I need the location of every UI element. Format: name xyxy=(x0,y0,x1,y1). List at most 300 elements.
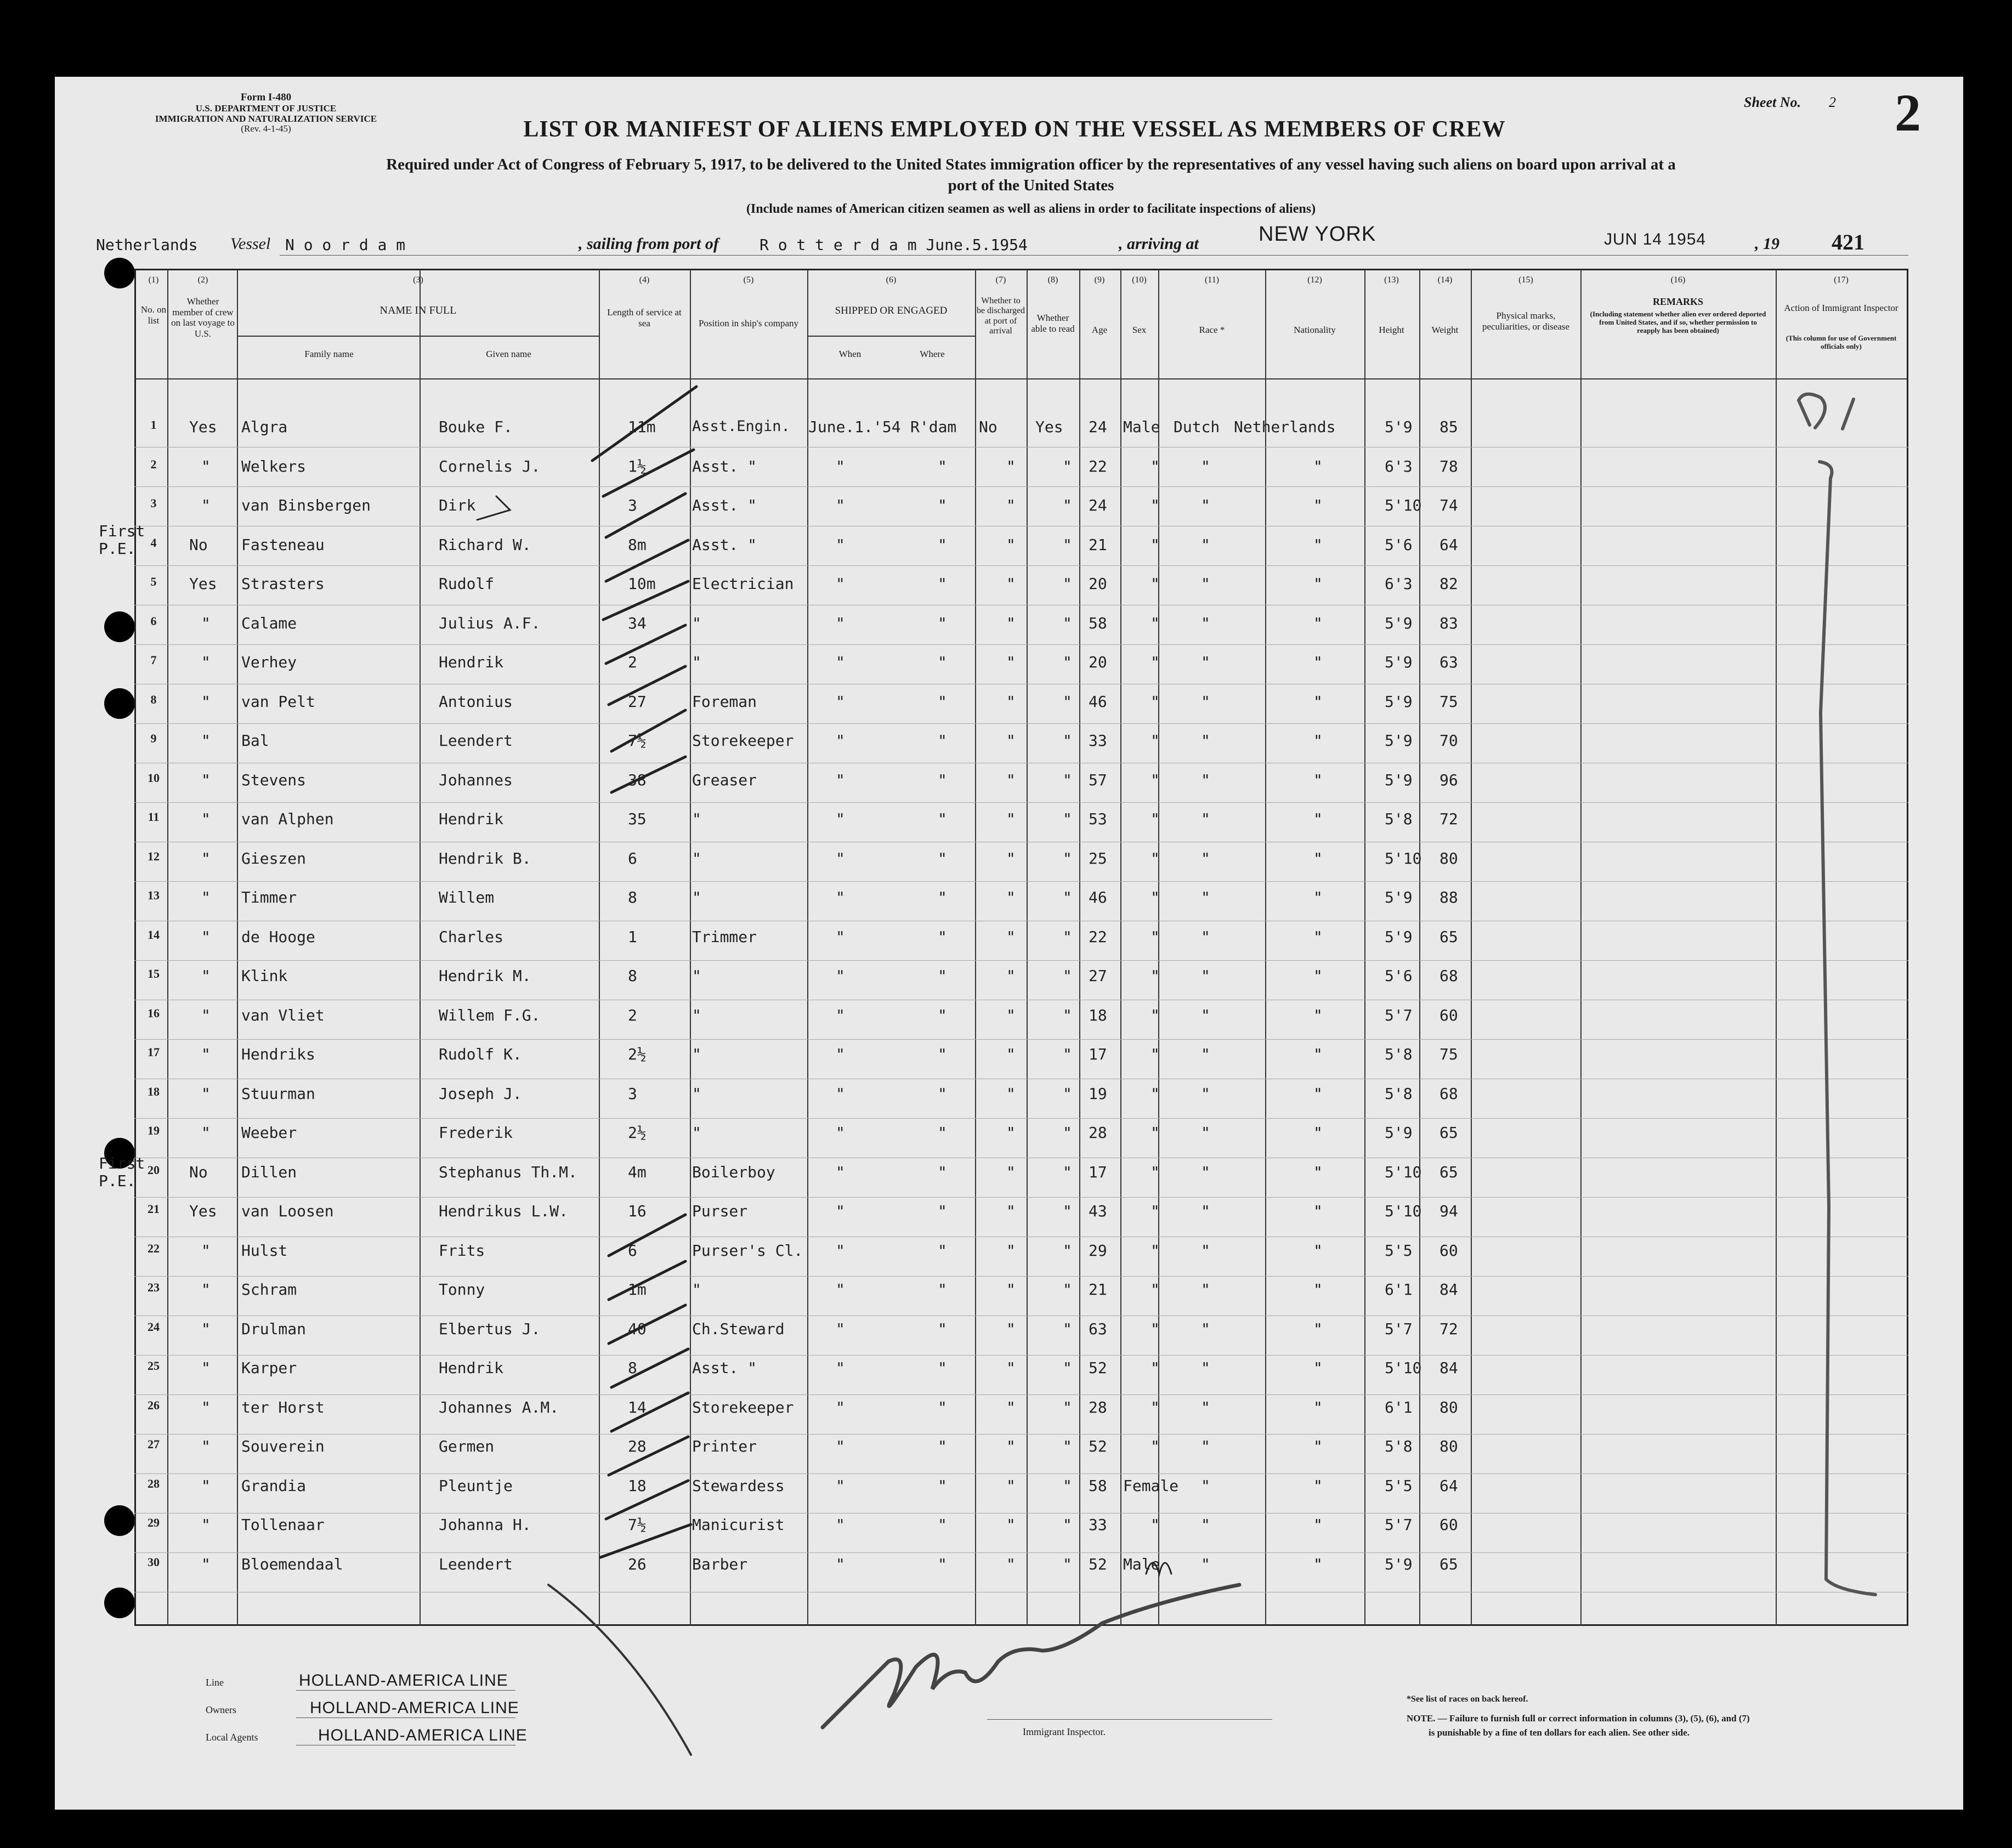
cell-sex: " xyxy=(1150,1280,1160,1299)
col1-header: No. on list xyxy=(140,304,167,326)
cell-shipped-where: " xyxy=(938,457,947,475)
cell-age: 63 xyxy=(1089,1319,1107,1338)
cell-able-to-read: " xyxy=(1063,888,1072,906)
cell-nationality: " xyxy=(1313,1319,1323,1338)
cell-race: " xyxy=(1201,1241,1210,1260)
cell-service-length: 8 xyxy=(628,967,637,985)
cell-race: " xyxy=(1201,614,1210,632)
cell-given-name: Charles xyxy=(439,927,504,946)
cell-family-name: ter Horst xyxy=(241,1398,325,1416)
cell-age: 33 xyxy=(1089,732,1107,750)
cell-row-number: 23 xyxy=(148,1280,160,1294)
cell-shipped-when: " xyxy=(836,1476,845,1495)
tally-stroke xyxy=(603,581,688,620)
cell-sex: " xyxy=(1150,732,1160,750)
cell-shipped-when: June.1.'54 xyxy=(808,418,901,436)
cell-shipped-where: " xyxy=(938,849,947,868)
cell-prior-voyage: " xyxy=(201,1476,211,1495)
cell-race: " xyxy=(1201,1476,1210,1495)
cell-able-to-read: " xyxy=(1063,1516,1072,1534)
cell-shipped-when: " xyxy=(836,1437,845,1455)
cell-shipped-when: " xyxy=(836,535,845,554)
col8-number: (8) xyxy=(1047,275,1058,285)
cell-prior-voyage: " xyxy=(201,1084,211,1103)
cell-given-name: Frederik xyxy=(439,1124,513,1142)
tally-stroke xyxy=(606,540,688,581)
tally-stroke xyxy=(609,1261,685,1300)
col7-header: Whether to be discharged at port of arrival xyxy=(976,296,1025,336)
cell-age: 58 xyxy=(1089,614,1107,632)
cell-weight: 84 xyxy=(1439,1359,1458,1377)
cell-age: 25 xyxy=(1089,849,1107,868)
check-mark xyxy=(477,496,510,520)
tally-stroke xyxy=(592,387,696,461)
subtitle-port: port of the United States xyxy=(948,177,1114,194)
cell-service-length: 2 xyxy=(628,653,637,671)
tally-stroke xyxy=(606,625,685,664)
cell-shipped-when: " xyxy=(836,692,845,711)
cell-weight: 65 xyxy=(1439,1163,1458,1181)
cell-weight: 70 xyxy=(1439,732,1458,750)
cell-position: Barber xyxy=(692,1555,748,1573)
col5-number: (5) xyxy=(743,275,754,285)
cell-age: 24 xyxy=(1089,496,1107,514)
cell-family-name: Tollenaar xyxy=(241,1516,325,1534)
cell-race: " xyxy=(1201,1555,1210,1573)
cell-shipped-when: " xyxy=(836,1359,845,1377)
cell-height: 5'9 xyxy=(1385,927,1413,946)
cell-shipped-when: " xyxy=(836,1241,845,1260)
cell-race: " xyxy=(1201,1006,1210,1024)
inspector-bracket-line xyxy=(1820,462,1875,1595)
cell-shipped-when: " xyxy=(836,1202,845,1220)
cell-position: Manicurist xyxy=(692,1516,785,1534)
col6-number: (6) xyxy=(886,275,897,285)
cell-given-name: Cornelis J. xyxy=(439,457,541,475)
cell-prior-voyage: " xyxy=(201,692,211,711)
cell-height: 5'6 xyxy=(1385,535,1413,554)
cell-discharged: " xyxy=(1006,1280,1016,1299)
cell-weight: 75 xyxy=(1439,1045,1458,1063)
cell-sex: " xyxy=(1150,692,1160,711)
cell-weight: 80 xyxy=(1439,1437,1458,1455)
cell-discharged: " xyxy=(1006,1555,1016,1573)
cell-given-name: Dirk xyxy=(439,496,476,514)
cell-height: 5'10 xyxy=(1385,496,1422,514)
cell-prior-voyage: " xyxy=(201,1006,211,1024)
cell-discharged: " xyxy=(1006,496,1016,514)
cell-nationality: " xyxy=(1313,1555,1323,1573)
cell-shipped-when: " xyxy=(836,575,845,593)
vessel-flag: Netherlands xyxy=(96,236,198,254)
cell-race: " xyxy=(1201,1163,1210,1181)
col6-where-header: Where xyxy=(920,349,945,359)
tally-stroke xyxy=(603,450,694,496)
cell-sex: " xyxy=(1150,1437,1160,1455)
cell-height: 5'9 xyxy=(1385,1124,1413,1142)
cell-shipped-when: " xyxy=(836,1084,845,1103)
cell-height: 5'9 xyxy=(1385,732,1413,750)
cell-nationality: " xyxy=(1313,888,1323,906)
cell-prior-voyage: " xyxy=(201,1124,211,1142)
cell-prior-voyage: Yes xyxy=(189,1202,217,1220)
cell-height: 5'10 xyxy=(1385,1163,1422,1181)
cell-race: " xyxy=(1201,496,1210,514)
cell-discharged: " xyxy=(1006,1241,1016,1260)
col7-number: (7) xyxy=(995,275,1006,285)
cell-row-number: 4 xyxy=(150,535,157,549)
cell-row-number: 9 xyxy=(150,732,157,745)
cell-shipped-when: " xyxy=(836,1516,845,1534)
cell-given-name: Elbertus J. xyxy=(439,1319,541,1338)
cell-prior-voyage: " xyxy=(201,1280,211,1299)
cell-family-name: van Loosen xyxy=(241,1202,334,1220)
cell-family-name: Dillen xyxy=(241,1163,297,1181)
cell-row-number: 11 xyxy=(148,810,160,824)
cell-shipped-where: " xyxy=(938,614,947,632)
immigrant-inspector-label: Immigrant Inspector. xyxy=(1023,1726,1106,1737)
cell-service-length: 2½ xyxy=(628,1045,647,1063)
cell-discharged: " xyxy=(1006,1359,1016,1377)
cell-race: " xyxy=(1201,1359,1210,1377)
arrival-date-stamp: JUN 14 1954 xyxy=(1604,230,1707,248)
sheet-number-large: 2 xyxy=(1895,83,1921,142)
cell-height: 6'1 xyxy=(1385,1280,1413,1299)
cell-shipped-when: " xyxy=(836,1163,845,1181)
cell-service-length: 3 xyxy=(628,496,637,514)
cell-shipped-where: " xyxy=(938,1084,947,1103)
cell-row-number: 1 xyxy=(150,418,157,432)
cell-discharged: " xyxy=(1006,692,1016,711)
cell-discharged: " xyxy=(1006,1006,1016,1024)
cell-height: 5'5 xyxy=(1385,1476,1413,1495)
cell-able-to-read: " xyxy=(1063,614,1072,632)
cell-able-to-read: " xyxy=(1063,927,1072,946)
col12-number: (12) xyxy=(1307,275,1322,285)
cell-position: Ch.Steward xyxy=(692,1319,785,1338)
cell-nationality: " xyxy=(1313,770,1323,789)
cell-shipped-where: " xyxy=(938,535,947,554)
cell-service-length: 6 xyxy=(628,849,637,868)
cell-weight: 84 xyxy=(1439,1280,1458,1299)
cell-race: " xyxy=(1201,770,1210,789)
col9-header: Age xyxy=(1091,325,1108,335)
cell-nationality: " xyxy=(1313,614,1323,632)
cell-row-number: 27 xyxy=(148,1437,160,1451)
cell-weight: 68 xyxy=(1439,1084,1458,1103)
cell-row-number: 19 xyxy=(148,1124,160,1137)
cell-given-name: Hendrik xyxy=(439,1359,504,1377)
cell-discharged: " xyxy=(1006,849,1016,868)
cell-row-number: 8 xyxy=(150,692,157,706)
cell-prior-voyage: " xyxy=(201,849,211,868)
cell-weight: 80 xyxy=(1439,1398,1458,1416)
cell-family-name: de Hooge xyxy=(241,927,315,946)
cell-family-name: Calame xyxy=(241,614,297,632)
col1-number: (1) xyxy=(148,275,159,285)
races-note: *See list of races on back hereof. xyxy=(1407,1694,1528,1704)
cell-height: 6'1 xyxy=(1385,1398,1413,1416)
cell-sex: " xyxy=(1150,1084,1160,1103)
port-from: R o t t e r d a m June.5.1954 xyxy=(760,236,1028,254)
cell-height: 5'8 xyxy=(1385,810,1413,828)
cell-height: 5'10 xyxy=(1385,1359,1422,1377)
cell-height: 5'9 xyxy=(1385,692,1413,711)
cell-family-name: Verhey xyxy=(241,653,297,671)
sheet-number-small: 2 xyxy=(1829,94,1836,110)
tally-stroke xyxy=(611,757,685,792)
cell-sex: " xyxy=(1150,614,1160,632)
cell-age: 17 xyxy=(1089,1163,1107,1181)
col12-header: Nationality xyxy=(1294,325,1336,335)
cell-prior-voyage: " xyxy=(201,1555,211,1573)
cell-weight: 63 xyxy=(1439,653,1458,671)
cell-shipped-where: " xyxy=(938,1516,947,1534)
cell-able-to-read: " xyxy=(1063,1241,1072,1260)
cell-age: 43 xyxy=(1089,1202,1107,1220)
col17-note: (This column for use of Government officials only) xyxy=(1786,334,1897,350)
cell-service-length: 27 xyxy=(628,692,647,711)
cell-shipped-where: " xyxy=(938,1045,947,1063)
cell-service-length: 7½ xyxy=(628,732,647,750)
cell-family-name: Hulst xyxy=(241,1241,288,1260)
cell-row-number: 16 xyxy=(148,1006,160,1020)
cell-height: 5'7 xyxy=(1385,1516,1413,1534)
tally-stroke xyxy=(609,1215,685,1256)
tally-stroke xyxy=(609,1305,685,1344)
cell-given-name: Frits xyxy=(439,1241,485,1260)
cell-service-length: 14 xyxy=(628,1398,647,1416)
cell-given-name: Johannes xyxy=(439,770,513,789)
cell-position: " xyxy=(692,614,701,632)
col13-number: (13) xyxy=(1384,275,1399,285)
cell-nationality: " xyxy=(1313,1476,1323,1495)
inspector-signature-rule xyxy=(987,1719,1272,1720)
tally-stroke xyxy=(609,666,685,705)
cell-shipped-where: " xyxy=(938,810,947,828)
cell-sex: " xyxy=(1150,653,1160,671)
cell-given-name: Johannes A.M. xyxy=(439,1398,559,1416)
cell-service-length: 34 xyxy=(628,614,647,632)
col3-given-header: Given name xyxy=(486,349,531,359)
cell-sex: " xyxy=(1150,967,1160,985)
cell-shipped-when: " xyxy=(836,1006,845,1024)
cell-given-name: Rudolf xyxy=(439,575,495,593)
cell-able-to-read: " xyxy=(1063,1202,1072,1220)
cell-prior-voyage: No xyxy=(189,535,208,554)
footer-line-value: HOLLAND-AMERICA LINE xyxy=(299,1671,508,1690)
inspector-mark-one xyxy=(1843,399,1854,429)
cell-position: " xyxy=(692,967,701,985)
cell-service-length: 26 xyxy=(628,1555,647,1573)
cell-position: " xyxy=(692,1045,701,1063)
cell-age: 22 xyxy=(1089,457,1107,475)
manifest-number: 421 xyxy=(1832,230,1864,254)
cell-given-name: Tonny xyxy=(439,1280,485,1299)
cell-weight: 60 xyxy=(1439,1241,1458,1260)
cell-position: " xyxy=(692,653,701,671)
cell-shipped-where: " xyxy=(938,653,947,671)
cell-row-number: 28 xyxy=(148,1476,160,1490)
cell-age: 17 xyxy=(1089,1045,1107,1063)
cell-age: 52 xyxy=(1089,1359,1107,1377)
cell-given-name: Johanna H. xyxy=(439,1516,531,1534)
cell-sex: " xyxy=(1150,810,1160,828)
cell-sex: " xyxy=(1150,1359,1160,1377)
cell-able-to-read: " xyxy=(1063,1006,1072,1024)
cell-height: 5'9 xyxy=(1385,653,1413,671)
cell-family-name: Drulman xyxy=(241,1319,307,1338)
cell-row-number: 20 xyxy=(148,1163,160,1177)
cell-discharged: " xyxy=(1006,457,1016,475)
cell-shipped-where: " xyxy=(938,927,947,946)
cell-position: Foreman xyxy=(692,692,757,711)
cell-service-length: 3 xyxy=(628,1084,637,1103)
cell-shipped-where: " xyxy=(938,1124,947,1142)
cell-family-name: Timmer xyxy=(241,888,297,906)
margin-note-pe: P.E. xyxy=(99,540,136,558)
cell-nationality: " xyxy=(1313,1084,1323,1103)
inspector-mark-d xyxy=(1799,394,1825,428)
cell-height: 5'7 xyxy=(1385,1006,1413,1024)
cell-weight: 68 xyxy=(1439,967,1458,985)
arriving-label: , arriving at xyxy=(1119,235,1199,253)
cell-discharged: " xyxy=(1006,1163,1016,1181)
male-handwritten xyxy=(1146,1563,1171,1574)
cell-position: Trimmer xyxy=(692,927,757,946)
cell-shipped-where: " xyxy=(938,692,947,711)
cell-sex: " xyxy=(1150,770,1160,789)
tally-stroke xyxy=(611,1349,688,1387)
cell-weight: 94 xyxy=(1439,1202,1458,1220)
col16-note: (Including statement whether alien ever ordered deported from United States, and if so, whether permission to reapply has been obtained) xyxy=(1590,310,1766,335)
cell-height: 5'10 xyxy=(1385,849,1422,868)
cell-able-to-read: " xyxy=(1063,1163,1072,1181)
cell-row-number: 29 xyxy=(148,1516,160,1529)
footer-owners-value: HOLLAND-AMERICA LINE xyxy=(310,1699,519,1717)
cell-family-name: Fasteneau xyxy=(241,535,325,554)
cell-race: " xyxy=(1201,1398,1210,1416)
cell-race: " xyxy=(1201,810,1210,828)
cell-family-name: Bloemendaal xyxy=(241,1555,343,1573)
cell-sex: " xyxy=(1150,575,1160,593)
cell-age: 27 xyxy=(1089,967,1107,985)
cell-sex: Male xyxy=(1123,418,1160,436)
cell-race: " xyxy=(1201,1319,1210,1338)
col16-header: REMARKS xyxy=(1652,296,1703,307)
col3-header: NAME IN FULL xyxy=(379,304,457,316)
cell-family-name: van Pelt xyxy=(241,692,315,711)
cell-sex: " xyxy=(1150,1241,1160,1260)
tally-stroke xyxy=(611,1393,688,1431)
cell-shipped-where: " xyxy=(938,1555,947,1573)
cell-age: 52 xyxy=(1089,1555,1107,1573)
cell-weight: 60 xyxy=(1439,1006,1458,1024)
cell-prior-voyage: " xyxy=(201,1319,211,1338)
cell-given-name: Julius A.F. xyxy=(439,614,541,632)
cell-position: " xyxy=(692,1006,701,1024)
cell-position: Purser's Cl. xyxy=(692,1241,803,1260)
cell-nationality: " xyxy=(1313,575,1323,593)
cell-race: " xyxy=(1201,849,1210,868)
tally-stroke xyxy=(606,1481,688,1519)
sailing-label: , sailing from port of xyxy=(579,235,719,253)
cell-row-number: 6 xyxy=(150,614,157,628)
cell-age: 20 xyxy=(1089,575,1107,593)
cell-discharged: " xyxy=(1006,1516,1016,1534)
cell-row-number: 30 xyxy=(148,1555,160,1569)
cell-discharged: " xyxy=(1006,967,1016,985)
cell-sex: " xyxy=(1150,1006,1160,1024)
cell-row-number: 18 xyxy=(148,1084,160,1098)
cell-weight: 96 xyxy=(1439,770,1458,789)
cell-nationality: " xyxy=(1313,1045,1323,1063)
cell-position: Storekeeper xyxy=(692,732,794,750)
cell-position: " xyxy=(692,1084,701,1103)
col17-header: Action of Immigrant Inspector xyxy=(1784,303,1898,313)
cell-race: " xyxy=(1201,927,1210,946)
cell-given-name: Hendrikus L.W. xyxy=(439,1202,569,1220)
cell-nationality: " xyxy=(1313,535,1323,554)
cell-nationality: " xyxy=(1313,967,1323,985)
cell-family-name: van Alphen xyxy=(241,810,334,828)
cell-height: 6'3 xyxy=(1385,457,1413,475)
cell-sex: " xyxy=(1150,1163,1160,1181)
cell-position: Purser xyxy=(692,1202,748,1220)
cell-family-name: van Vliet xyxy=(241,1006,325,1024)
cell-sex: " xyxy=(1150,1124,1160,1142)
cell-shipped-where: " xyxy=(938,575,947,593)
cell-discharged: " xyxy=(1006,535,1016,554)
col15-header: Physical marks, peculiarities, or disease xyxy=(1482,310,1570,332)
cell-height: 5'10 xyxy=(1385,1202,1422,1220)
cell-shipped-where: " xyxy=(938,770,947,789)
cell-position: Asst. " xyxy=(692,535,757,554)
cell-shipped-where: " xyxy=(938,1476,947,1495)
cell-service-length: 11m xyxy=(628,418,656,436)
cell-race: " xyxy=(1201,1437,1210,1455)
cell-age: 24 xyxy=(1089,418,1107,436)
cell-service-length: 8m xyxy=(628,535,647,554)
cell-service-length: 18 xyxy=(628,1476,647,1495)
cell-row-number: 22 xyxy=(148,1241,160,1255)
subtitle-include-note: (Include names of American citizen seamen as well as aliens in order to facilitate inspections of aliens) xyxy=(746,202,1316,216)
cell-shipped-when: " xyxy=(836,1398,845,1416)
cell-position: Asst. " xyxy=(692,496,757,514)
form-department: U.S. DEPARTMENT OF JUSTICE xyxy=(195,103,337,114)
cell-shipped-when: " xyxy=(836,496,845,514)
cell-height: 5'8 xyxy=(1385,1084,1413,1103)
cell-row-number: 25 xyxy=(148,1359,160,1373)
cell-able-to-read: " xyxy=(1063,496,1072,514)
cell-service-length: 1½ xyxy=(628,457,647,475)
cell-able-to-read: " xyxy=(1063,1398,1072,1416)
cell-race: " xyxy=(1201,575,1210,593)
cell-row-number: 3 xyxy=(150,496,157,510)
cell-shipped-when: " xyxy=(836,927,845,946)
col9-number: (9) xyxy=(1094,275,1105,285)
cell-prior-voyage: " xyxy=(201,927,211,946)
cell-sex: " xyxy=(1150,927,1160,946)
cell-sex: " xyxy=(1150,849,1160,868)
cell-able-to-read: " xyxy=(1063,1359,1072,1377)
cell-weight: 64 xyxy=(1439,1476,1458,1495)
cell-sex: " xyxy=(1150,1398,1160,1416)
cell-nationality: " xyxy=(1313,1124,1323,1142)
cell-prior-voyage: " xyxy=(201,1359,211,1377)
col6-when-header: When xyxy=(838,349,862,359)
cell-service-length: 28 xyxy=(628,1437,647,1455)
